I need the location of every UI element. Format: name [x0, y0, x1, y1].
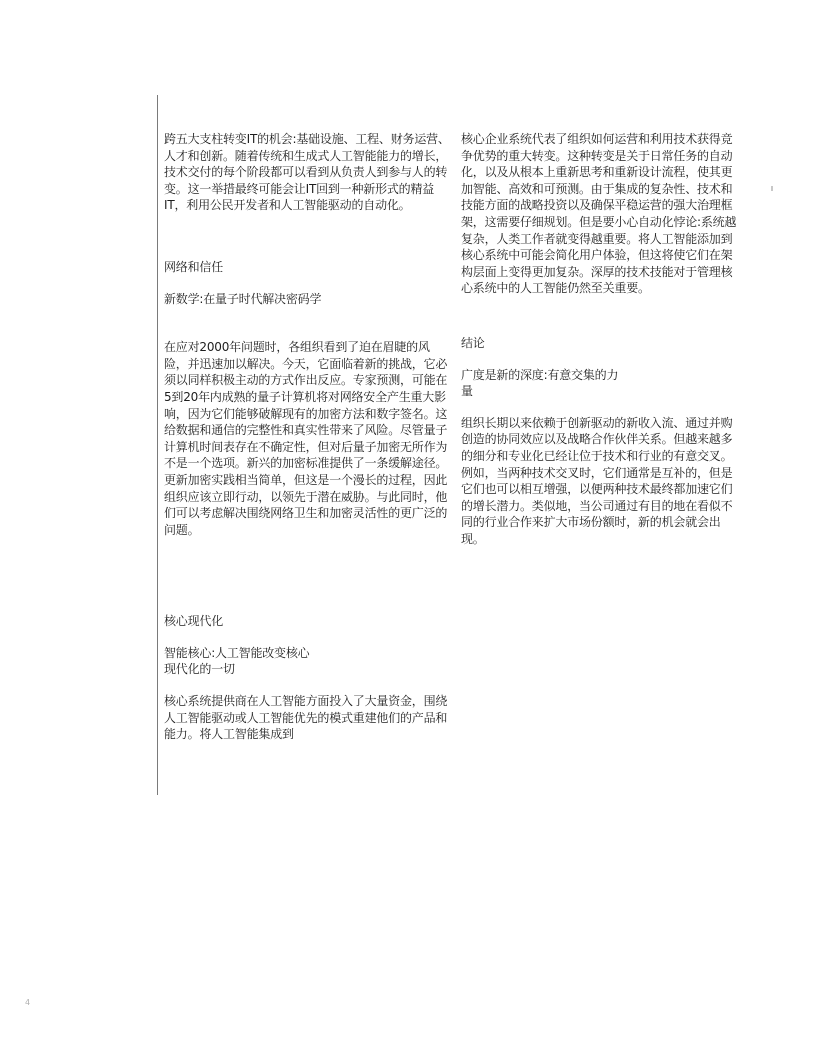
- core-subheading-line1: 智能核心:人工智能改变核心: [164, 645, 310, 660]
- core-paragraph: 核心系统提供商在人工智能方面投入了大量资金，围绕人工智能驱动或人工智能优先的模式重建他们的产品和能力。将人工智能集成到: [164, 694, 448, 742]
- network-paragraph: 在应对2000年问题时，各组织看到了迫在眉睫的风险，并迅速加以解决。今天，它面临着新的挑战，它必须以同样积极主动的方式作出反应。专家预测，可能在5到20年内成熟的量子计算机将对网络安全产生重大影响，因为它们能够破解现有的加密方法和数字签名。这给数据和通信的完整性和真实性带来了风险。尽管量子计算机时间表存在不确定性，但对后量子加密无所作为不是一个选项。新兴的加密标准提供了一条缓解途径。更新加密实践相当简单，但这是一个漫长的过程，因此组织应该立即行动，以领先于潜在威胁。与此同时，他们可以考虑解决围绕网络卫生和加密灵活性的更广泛的问题。: [164, 340, 448, 537]
- intro-paragraph: 跨五大支柱转变IT的机会:基础设施、工程、财务运营、人才和创新。随着传统和生成式人工智能能力的增长，技术交付的每个阶段都可以看到从负责人到参与人的转变。这一举措最终可能会让IT回到一种新形式的精益IT，利用公民开发者和人工智能驱动的自动化。: [164, 132, 450, 213]
- network-subheading: 新数学:在量子时代解决密码学: [164, 291, 322, 306]
- scan-mark: [771, 186, 773, 191]
- core-subheading-line2: 现代化的一切: [164, 662, 235, 677]
- left-column: [164, 131, 450, 743]
- core-paragraph-continued: 核心企业系统代表了组织如何运营和利用技术获得竞争优势的重大转变。这种转变是关于日常任务的自动化，以及从根本上重新思考和重新设计流程，使其更加智能、高效和可预测。由于集成的复杂性、技术和技能方面的战略投资以及确保平稳运营的强大治理框架，这需要仔细规划。但是要小心自动化悖论:系统越复杂，人类工作者就变得越重要。将人工智能添加到核心系统中可能会简化用户体验，但这将使它们在架构层面上变得更加复杂。深厚的技术技能对于管理核心系统中的人工智能仍然至关重要。: [461, 132, 737, 296]
- conclusion-paragraph: 组织长期以来依赖于创新驱动的新收入流、通过并购创造的协同效应以及战略合作伙伴关系。但越来越多的细分和专业化已经让位于技术和行业的有意交叉。例如，当两种技术交叉时，它们通常是互补的，但是它们也可以相互增强，以便两种技术最终都加速它们的增长潜力。类似地，当公司通过有目的地在看似不同的行业合作来扩大市场份额时，新的机会就会出现。: [461, 415, 733, 546]
- column-rule: [157, 95, 158, 795]
- conclusion-subheading-line2: 量: [461, 384, 473, 399]
- network-heading: 网络和信任: [164, 259, 224, 274]
- conclusion-subheading-line1: 广度是新的深度:有意交集的力: [461, 367, 619, 382]
- page-number: 4: [25, 998, 31, 1007]
- core-heading: 核心现代化: [164, 614, 224, 629]
- conclusion-heading: 结论: [461, 335, 485, 350]
- right-column: [461, 131, 737, 547]
